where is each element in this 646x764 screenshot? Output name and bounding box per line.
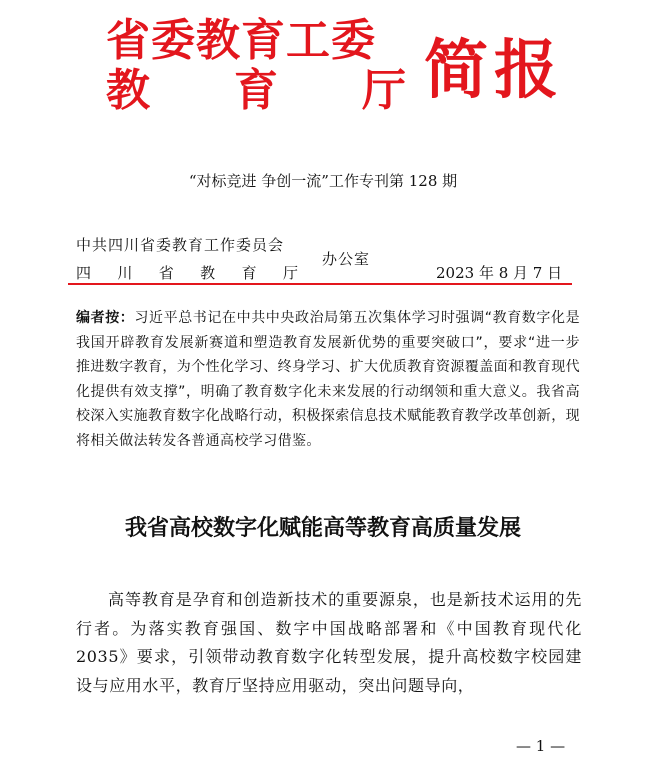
article-title: 我省高校数字化赋能高等教育高质量发展 xyxy=(124,516,521,541)
page-number: — 1 — xyxy=(516,737,566,755)
issuer-char: 教 xyxy=(200,264,216,282)
issuer-char: 厅 xyxy=(282,264,298,282)
issuer-office: 办公室 xyxy=(322,250,371,268)
issuer-char: 育 xyxy=(241,264,257,282)
editor-note-text: 习近平总书记在中共中央政治局第五次集体学习时强调“教育数字化是我国开辟教育发展新赛道和塑造教育发展新优势的重要突破口”，要求“进一步推进数字教育，为个性化学习、终身学习、扩大优质教育资源覆盖面和教育现代化提供有效支撑”，明确了教育数字化未来发展的行动纲领和重大意义。我省高校深入实施教育数字化战略行动，积极探索信息技术赋能教育教学改革创新，现将相关做法转发各普通高校学习借鉴。 xyxy=(76,310,580,449)
editor-note xyxy=(76,306,580,453)
issuer-char: 四 xyxy=(76,264,92,282)
masthead-char: 教 xyxy=(106,65,150,116)
red-divider xyxy=(68,283,572,285)
issuer-char: 省 xyxy=(158,264,174,282)
issue-date: 2023 年 8 月 7 日 xyxy=(436,264,563,282)
masthead-brief-title: 简报 xyxy=(424,33,564,108)
masthead-line-1: 省委教育工委 xyxy=(106,15,376,66)
editor-note-label: 编者按： xyxy=(76,310,135,326)
issuer-char: 川 xyxy=(117,264,133,282)
issuer-committee: 中共四川省委教育工作委员会 xyxy=(76,236,285,254)
masthead-line-2 xyxy=(106,66,406,116)
masthead-char: 厅 xyxy=(362,65,406,116)
article-paragraph: 高等教育是孕育和创造新技术的重要源泉，也是新技术运用的先行者。为落实教育强国、数字中国战略部署和《中国教育现代化 2035》要求，引领带动教育数字化转型发展，提升高校数字校园建设与应用水平，教育厅坚持应用驱动，突出问题导向， xyxy=(76,590,582,695)
masthead xyxy=(0,0,646,130)
masthead-char: 育 xyxy=(234,65,278,116)
issue-line: “对标竞进 争创一流”工作专刊第 128 期 xyxy=(188,172,458,190)
